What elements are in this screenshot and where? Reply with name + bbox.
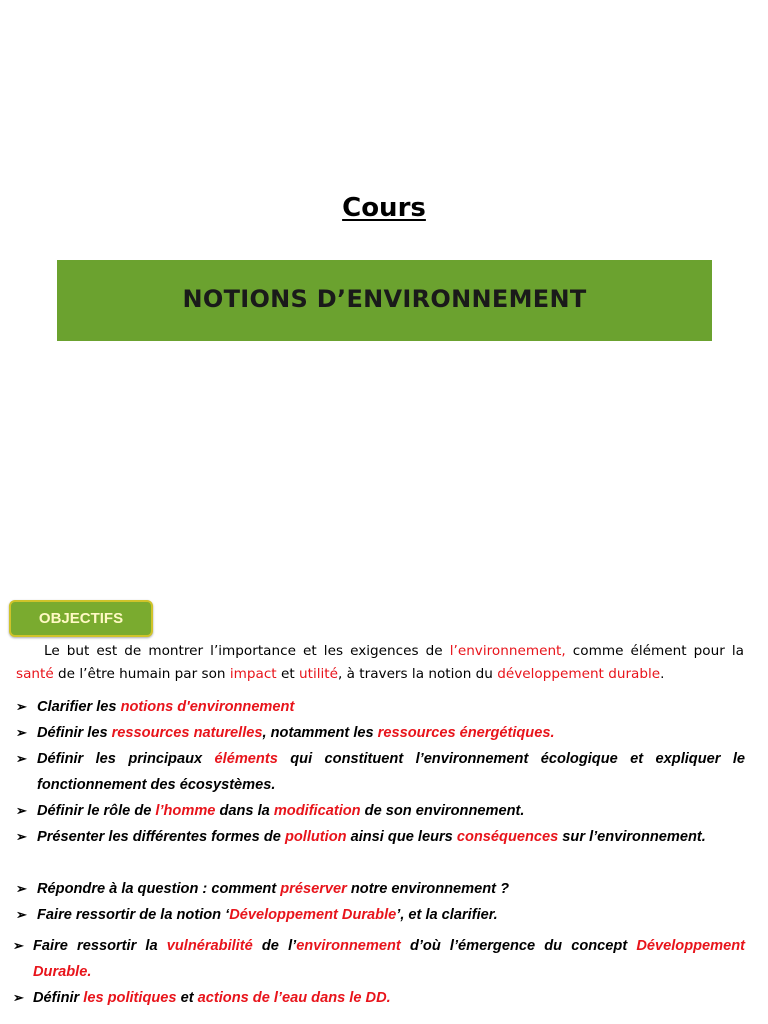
objective-item (16, 720, 745, 746)
objective-item (16, 902, 745, 928)
text-run: qui constituent l’environnement écologique et expliquer le fonctionnement des écosystèmes. (37, 751, 746, 793)
text-run: de l’ (252, 938, 297, 954)
text-run: ainsi que leurs (346, 829, 457, 845)
highlight-text: les politiques (83, 990, 177, 1006)
objective-text (37, 902, 745, 928)
text-run: de l’être humain par son (53, 666, 230, 682)
objective-item (16, 876, 745, 902)
text-run: Faire ressortir la (33, 938, 167, 954)
arrow-bullet-icon: ➢ (13, 938, 24, 953)
text-run: . (660, 666, 665, 682)
arrow-bullet-icon: ➢ (16, 829, 27, 844)
text-run: Définir (33, 990, 84, 1006)
objective-item (16, 746, 745, 798)
objective-text (37, 798, 745, 824)
highlight-text: Développement Durable. (33, 938, 746, 980)
highlight-text: modification (273, 803, 361, 819)
text-run: Définir les (37, 725, 112, 741)
objectives-badge (9, 600, 153, 637)
objective-text (33, 985, 745, 1011)
objective-text (37, 694, 745, 720)
highlight-text: pollution (284, 829, 347, 845)
text-run: Clarifier les (37, 699, 121, 715)
text-run: Faire ressortir de la notion ‘ (37, 907, 230, 923)
objective-text (37, 876, 745, 902)
highlight-text: vulnérabilité (166, 938, 253, 954)
arrow-bullet-icon: ➢ (16, 881, 27, 896)
arrow-bullet-icon: ➢ (16, 725, 27, 740)
objective-text (37, 824, 745, 850)
objective-item (16, 824, 745, 850)
highlight-text: préserver (280, 881, 347, 897)
text-run: et (276, 666, 299, 682)
text-run: , notamment les (262, 725, 378, 741)
highlight-text: l’homme (155, 803, 216, 819)
text-run: notre environnement ? (346, 881, 509, 897)
intro-paragraph (16, 640, 744, 686)
text-run: Définir les principaux (37, 751, 215, 767)
text-run: Présenter les différentes formes de (37, 829, 285, 845)
highlight-text: santé (16, 666, 54, 682)
title-banner (57, 260, 712, 341)
highlight-text: environnement (296, 938, 401, 954)
text-run: de son environnement. (360, 803, 525, 819)
highlight-text: actions de l’eau dans le DD. (197, 990, 391, 1006)
objectives-label: OBJECTIFS (38, 610, 124, 627)
text-run: Répondre à la question : comment (37, 881, 281, 897)
highlight-text: l’environnement, (449, 643, 566, 659)
objective-item (13, 985, 745, 1011)
text-run: ’, et la clarifier. (396, 907, 498, 923)
highlight-text: utilité (299, 666, 338, 682)
text-run: Le but est de montrer l’importance et les exigences de (44, 643, 450, 659)
objective-item (13, 933, 745, 985)
objective-text (37, 720, 745, 746)
highlight-text: éléments (214, 751, 278, 767)
text-run: comme élément pour la (565, 643, 744, 659)
highlight-text: développement durable (497, 666, 661, 682)
text-run: sur l’environnement. (558, 829, 706, 845)
highlight-text: conséquences (456, 829, 559, 845)
text-run: d’où l’émergence du concept (400, 938, 637, 954)
arrow-bullet-icon: ➢ (16, 907, 27, 922)
banner-title: NOTIONS D’ENVIRONNEMENT (182, 285, 587, 313)
arrow-bullet-icon: ➢ (13, 990, 24, 1005)
objective-item (16, 694, 745, 720)
highlight-text: ressources énergétiques. (377, 725, 555, 741)
objective-item (16, 798, 745, 824)
page-title: Cours (342, 193, 426, 223)
highlight-text: Développement Durable (229, 907, 397, 923)
highlight-text: ressources naturelles (111, 725, 263, 741)
objective-text (37, 746, 745, 798)
text-run: et (176, 990, 198, 1006)
highlight-text: notions d'environnement (120, 699, 295, 715)
highlight-text: impact (229, 666, 277, 682)
text-run: Définir le rôle de (37, 803, 156, 819)
objective-text (33, 933, 745, 985)
arrow-bullet-icon: ➢ (16, 699, 27, 714)
text-run: , à travers la notion du (337, 666, 498, 682)
arrow-bullet-icon: ➢ (16, 751, 27, 766)
arrow-bullet-icon: ➢ (16, 803, 27, 818)
text-run: dans la (215, 803, 274, 819)
